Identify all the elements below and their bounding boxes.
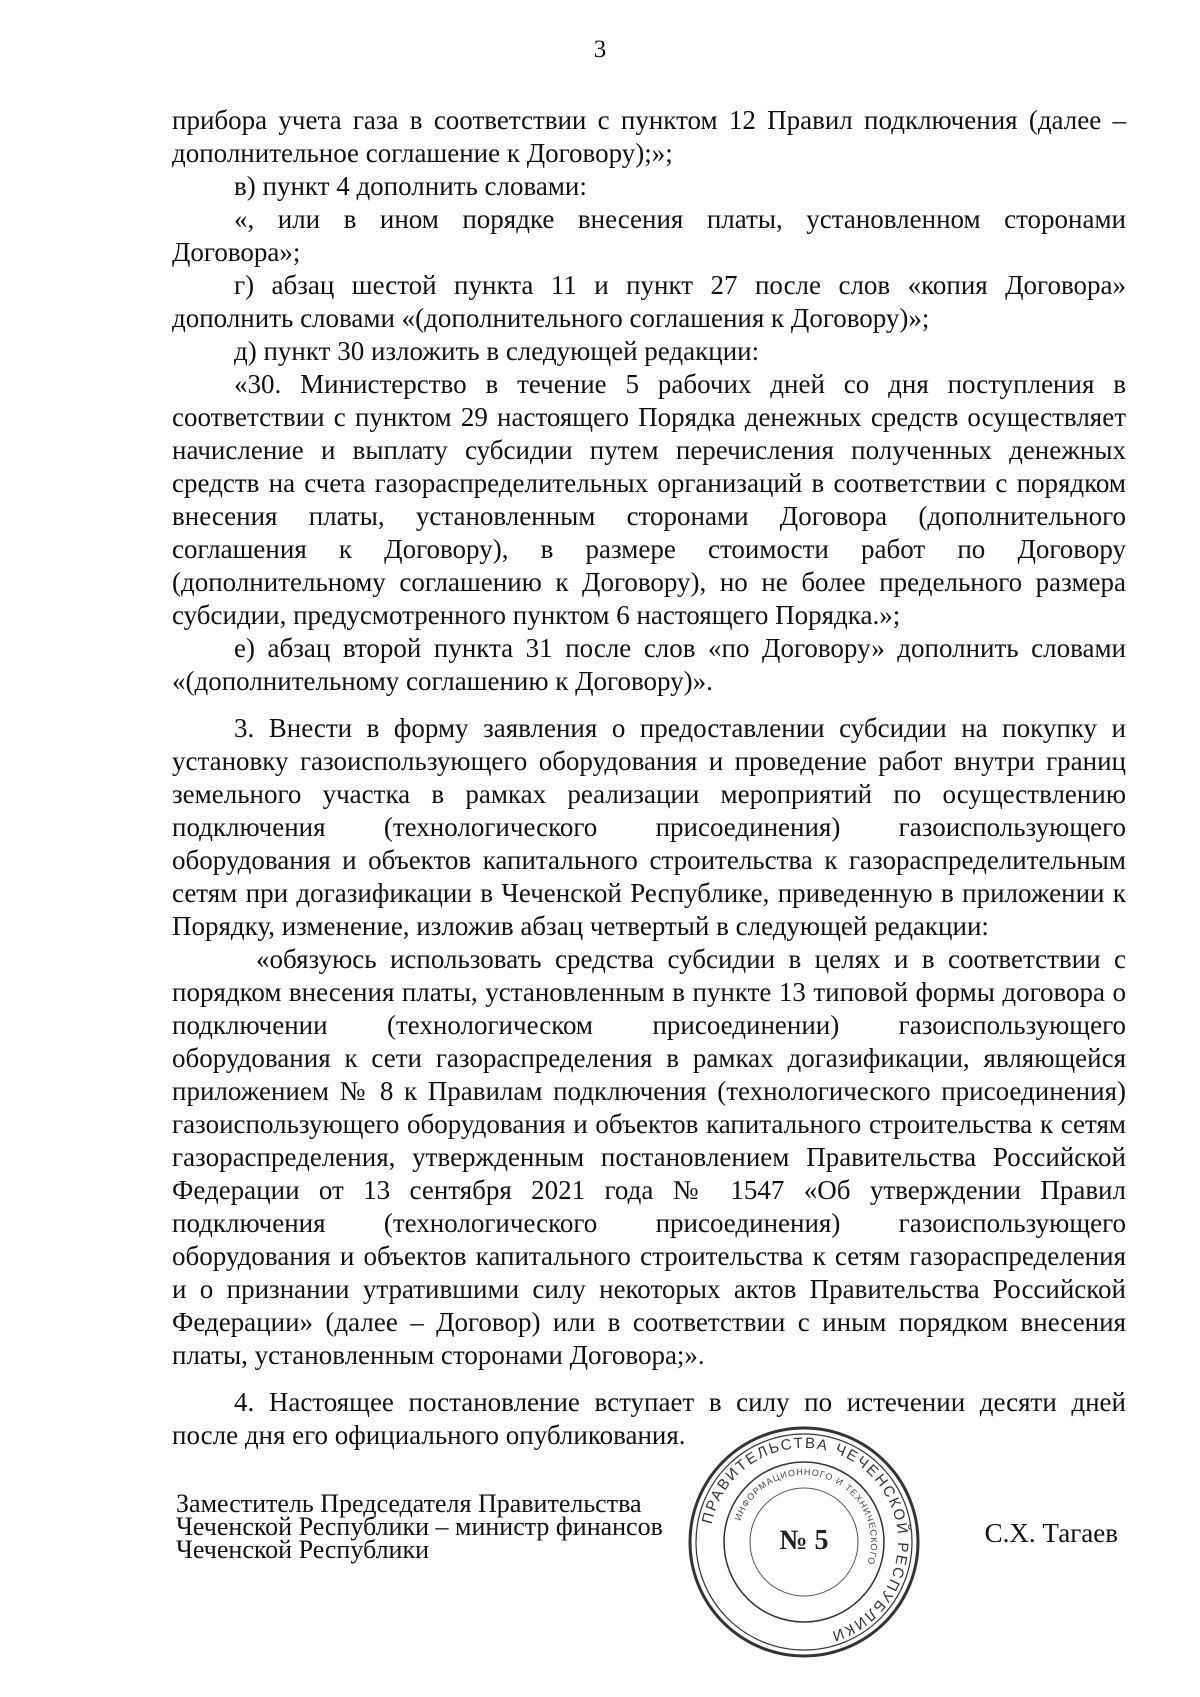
seal-inner-text: ИНФОРМАЦИОННОГО И ТЕХНИЧЕСКОГО <box>732 1466 880 1567</box>
signatory-position-line: Чеченской Республики – министр финансов <box>176 1512 663 1541</box>
signatory-position-line: Заместитель Председателя Правительства <box>176 1489 642 1518</box>
paragraph-item-v: в) пункт 4 дополнить словами: <box>234 171 587 201</box>
document-body <box>172 104 1126 1452</box>
paragraph-item-g: г) абзац шестой пункта 11 и пункт 27 после слов «копия Договора» дополнить словами «(дополнительного соглашения к Договору)»; <box>172 270 1126 333</box>
page-number: 3 <box>593 36 607 63</box>
paragraph-item-v-text: «, или в ином порядке внесения платы, установленном сторонами Договора»; <box>172 204 1126 267</box>
seal-number: № 5 <box>779 1525 829 1556</box>
signatory-name: С.Х. Тагаев <box>984 1518 1118 1548</box>
paragraph-item-d: д) пункт 30 изложить в следующей редакции: <box>234 336 760 366</box>
paragraph-item-e: е) абзац второй пункта 31 после слов «по Договору» дополнить словами «(дополнительному соглашению к Договору)». <box>172 633 1126 696</box>
paragraph-point-3: 3. Внести в форму заявления о предоставлении субсидии на покупку и установку газоиспользующего оборудования и проведение работ внутри границ земельного участка в рамках реализации мероприятий по осуществлению подключения (технологического присоединения) газоиспользующего оборудования и объектов капитального строительства к газораспределительным сетям при догазификации в Чеченской Республике, приведенную в приложении к Порядку, изменение, изложив абзац четвертый в следующей редакции: <box>172 713 1126 941</box>
signature-block <box>176 1489 1136 1564</box>
seal-outer-text: ПРАВИТЕЛЬСТВА ЧЕЧЕНСКОЙ РЕСПУБЛИКИ <box>698 1434 912 1645</box>
signatory-position-line: Чеченской Республики <box>176 1535 430 1564</box>
official-seal <box>684 1422 924 1662</box>
paragraph-point-4: 4. Настоящее постановление вступает в силу по истечении десяти дней после дня его официального опубликования. <box>172 1387 1126 1450</box>
paragraph-item-d-text: «30. Министерство в течение 5 рабочих дней со дня поступления в соответствии с пунктом 29 настоящего Порядка денежных средств осуществляет начисление и выплату субсидии путем перечисления полученных денежных средств на счета газораспределительных организаций в соответствии с порядком внесения платы, установленным сторонами Договора (дополнительного соглашения к Договору), в размере стоимости работ по Договору (дополнительному соглашению к Договору), но не более предельного размера субсидии, предусмотренного пунктом 6 настоящего Порядка.»; <box>172 369 1126 630</box>
paragraph-point-3-text: «обязуюсь использовать средства субсидии в целях и в соответствии с порядком внесения платы, установленным в пункте 13 типовой формы договора о подключении (технологическом присоединении) газоиспользующего оборудования к сети газораспределения в рамках догазификации, являющейся приложением № 8 к Правилам подключения (технологического присоединения) газоиспользующего оборудования и объектов капитального строительства к сетям газораспределения, утвержденным постановлением Правительства Российской Федерации от 13 сентября 2021 года № 1547 «Об утверждении Правил подключения (технологического присоединения) газоиспользующего оборудования и объектов капитального строительства к сетям газораспределения и о признании утратившими силу некоторых актов Правительства Российской Федерации» (далее – Договор) или в соответствии с иным порядком внесения платы, установленным сторонами Договора;». <box>172 944 1126 1370</box>
paragraph-continuation: прибора учета газа в соответствии с пунктом 12 Правил подключения (далее – дополнительное соглашение к Договору);»; <box>172 105 1126 168</box>
